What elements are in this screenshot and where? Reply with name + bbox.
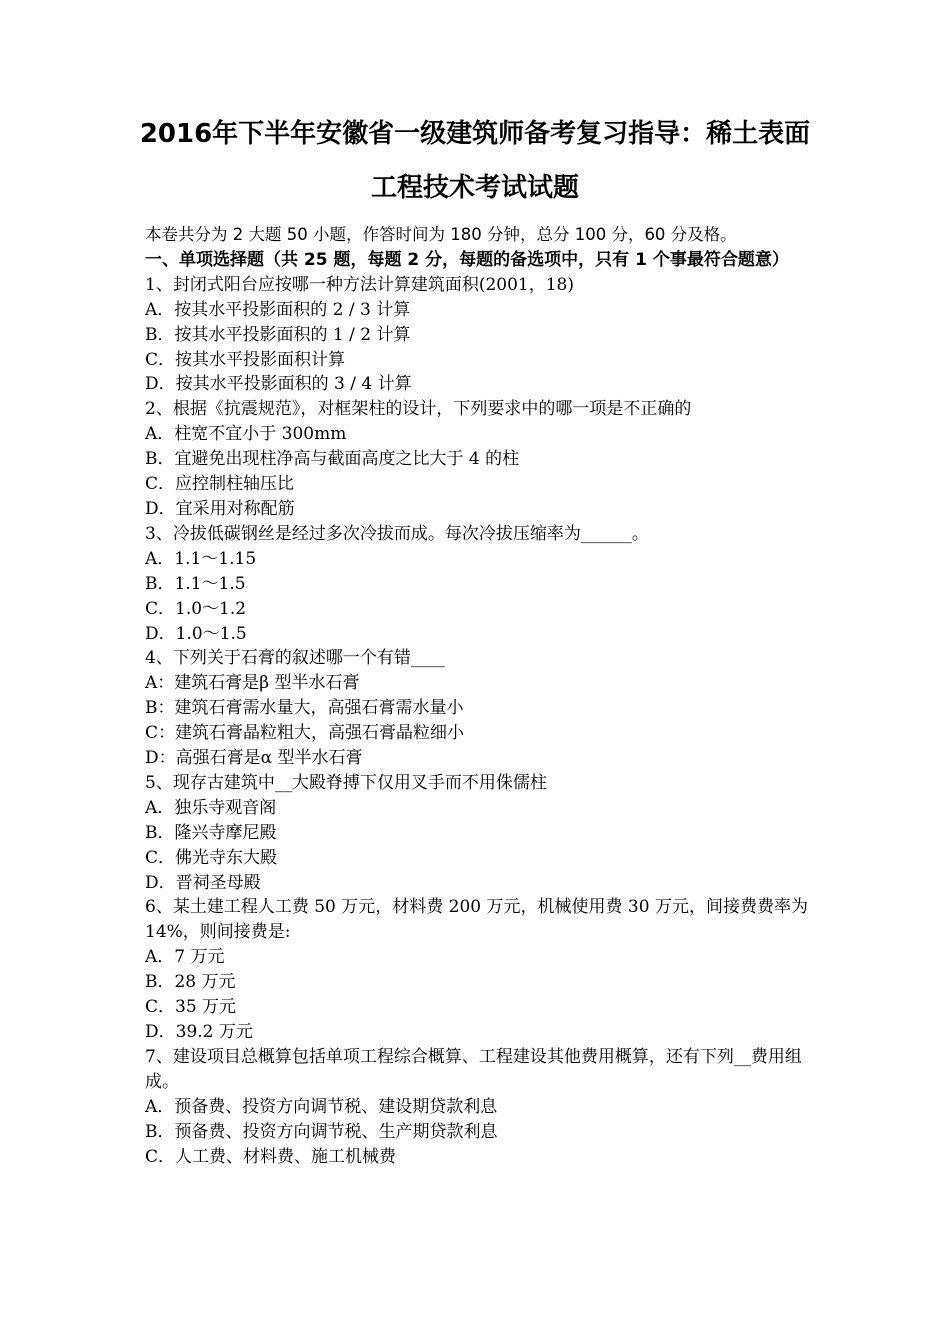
- question-stem: 4、下列关于石膏的叙述哪一个有错____: [145, 648, 445, 669]
- option-c: C．佛光寺东大殿: [145, 847, 278, 868]
- section-heading: 一、单项选择题（共 25 题，每题 2 分，每题的备选项中，只有 1 个事最符合题意）: [145, 249, 789, 270]
- option-a: A．按其水平投影面积的 2 / 3 计算: [145, 299, 411, 320]
- option-a: A：建筑石膏是β 型半水石膏: [145, 673, 360, 694]
- option-d: D．晋祠圣母殿: [145, 872, 261, 893]
- option-d: D．39.2 万元: [145, 1022, 253, 1042]
- option-d: D．按其水平投影面积的 3 / 4 计算: [145, 374, 412, 395]
- question-stem: 1、封闭式阳台应按哪一种方法计算建筑面积(2001，18): [145, 274, 574, 295]
- option-d: D．1.0～1.5: [145, 623, 247, 644]
- option-a: A．1.1～1.15: [145, 548, 257, 569]
- option-d: D：高强石膏是α 型半水石膏: [145, 748, 363, 769]
- option-a: A．柱宽不宜小于 300mm: [145, 424, 347, 445]
- option-d: D．宜采用对称配筋: [145, 498, 295, 519]
- option-c: C．人工费、材料费、施工机械费: [145, 1146, 397, 1167]
- option-a: A．7 万元: [145, 947, 225, 968]
- option-c: C．35 万元: [145, 997, 237, 1018]
- document-title-line-1: 2016年下半年安徽省一级建筑师备考复习指导：稀土表面: [139, 119, 811, 149]
- option-b: B．隆兴寺摩尼殿: [145, 822, 277, 843]
- question-2: [145, 397, 810, 522]
- option-b: B．1.1～1.5: [145, 573, 246, 594]
- question-7: [145, 1045, 810, 1170]
- option-c: C．应控制柱轴压比: [145, 474, 295, 495]
- option-b: B．按其水平投影面积的 1 / 2 计算: [145, 324, 411, 345]
- question-stem: 5、现存古建筑中__大殿脊搏下仅用叉手而不用侏儒柱: [145, 772, 547, 793]
- option-b: B．28 万元: [145, 972, 236, 993]
- option-b: B．预备费、投资方向调节税、生产期贷款利息: [145, 1121, 498, 1142]
- option-a: A．独乐寺观音阁: [145, 797, 277, 818]
- option-b: B．宜避免出现柱净高与截面高度之比大于 4 的柱: [145, 449, 520, 470]
- question-stem: 3、冷拔低碳钢丝是经过多次冷拔而成。每次冷拔压缩率为______。: [145, 523, 649, 544]
- question-1: [145, 273, 810, 398]
- question-stem: 6、某土建工程人工费 50 万元，材料费 200 万元，机械使用费 30 万元，间接费费率为 14%，则间接费是:: [145, 897, 808, 943]
- option-a: A．预备费、投资方向调节税、建设期贷款利息: [145, 1096, 498, 1117]
- document-title-line-2: 工程技术考试试题: [370, 173, 579, 203]
- question-stem: 7、建设项目总概算包括单项工程综合概算、工程建设其他费用概算，还有下列__费用组成。: [145, 1046, 802, 1092]
- option-c: C．按其水平投影面积计算: [145, 349, 346, 370]
- question-stem: 2、根据《抗震规范》，对框架柱的设计，下列要求中的哪一项是不正确的: [145, 399, 692, 420]
- question-3: [145, 522, 810, 647]
- document-body: [145, 223, 810, 1169]
- exam-intro: 本卷共分为 2 大题 50 小题，作答时间为 180 分钟，总分 100 分，60 分及格。: [145, 225, 737, 244]
- question-5: [145, 771, 810, 896]
- option-c: C：建筑石膏晶粒粗大，高强石膏晶粒细小: [145, 723, 465, 744]
- option-b: B：建筑石膏需水量大，高强石膏需水量小: [145, 698, 464, 719]
- question-6: [145, 895, 810, 1044]
- option-c: C．1.0～1.2: [145, 598, 247, 619]
- question-4: [145, 646, 810, 771]
